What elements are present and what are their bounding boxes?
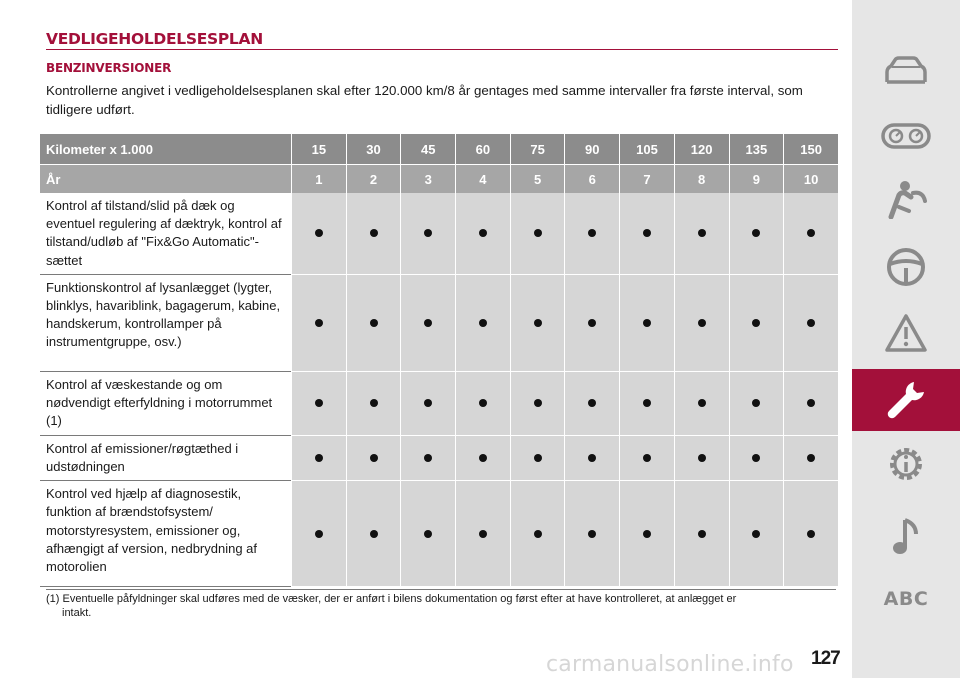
- schedule-cell: [510, 193, 565, 275]
- check-dot-icon: [315, 229, 323, 237]
- check-dot-icon: [534, 319, 542, 327]
- schedule-cell: [400, 436, 455, 481]
- footnote: [46, 589, 836, 620]
- check-dot-icon: [370, 229, 378, 237]
- check-dot-icon: [698, 399, 706, 407]
- check-dot-icon: [370, 319, 378, 327]
- schedule-cell: [619, 193, 674, 275]
- check-dot-icon: [807, 530, 815, 538]
- check-dot-icon: [807, 319, 815, 327]
- wrench-maintenance-icon: [884, 378, 928, 422]
- footnote-line: (1) Eventuelle påfyldninger skal udføres med de væsker, der er anført i bilens dokumentation og først efter at have kontrolleret, at anlægget er: [46, 593, 737, 605]
- km-header-cell: 120: [674, 134, 729, 165]
- steering-wheel-icon: [885, 246, 927, 288]
- check-dot-icon: [424, 530, 432, 538]
- year-header-row: [40, 165, 838, 193]
- schedule-cell: [674, 481, 729, 587]
- check-dot-icon: [752, 454, 760, 462]
- check-dot-icon: [534, 229, 542, 237]
- km-header-cell: 105: [619, 134, 674, 165]
- sidebar-item-safety[interactable]: [852, 168, 960, 230]
- schedule-cell: [455, 275, 510, 372]
- schedule-cell: [564, 372, 619, 436]
- schedule-cell: [346, 372, 401, 436]
- km-header-row: [40, 134, 838, 165]
- car-icon: [883, 56, 929, 86]
- table-row: [40, 193, 838, 275]
- schedule-cell: [783, 481, 838, 587]
- check-dot-icon: [752, 399, 760, 407]
- schedule-cell: [455, 193, 510, 275]
- check-dot-icon: [807, 399, 815, 407]
- row-label: Kontrol af væskestande og om nødvendigt efterfyldning i motorrummet (1): [40, 372, 291, 436]
- schedule-cell: [346, 436, 401, 481]
- table-row: [40, 275, 838, 372]
- schedule-cell: [291, 275, 346, 372]
- km-header-cell: 135: [729, 134, 784, 165]
- year-header-cell: 9: [729, 165, 784, 193]
- sidebar-item-index[interactable]: [852, 568, 960, 630]
- check-dot-icon: [534, 454, 542, 462]
- check-dot-icon: [315, 319, 323, 327]
- schedule-cell: [455, 372, 510, 436]
- row-label: Funktionskontrol af lysanlægget (lygter, blinklys, havariblink, bagagerum, kabine, handskerum, kontrollamper på instrumentgruppe, osv.): [40, 275, 291, 372]
- schedule-cell: [729, 372, 784, 436]
- year-header-cell: 10: [783, 165, 838, 193]
- technical-data-gear-icon: [884, 442, 928, 486]
- schedule-cell: [729, 481, 784, 587]
- year-header-label: År: [40, 165, 291, 193]
- check-dot-icon: [698, 530, 706, 538]
- year-header-cell: 1: [291, 165, 346, 193]
- year-header-cell: 8: [674, 165, 729, 193]
- table-row: [40, 481, 838, 587]
- check-dot-icon: [479, 399, 487, 407]
- schedule-body: [40, 193, 838, 587]
- schedule-cell: [564, 481, 619, 587]
- check-dot-icon: [643, 399, 651, 407]
- schedule-cell: [783, 372, 838, 436]
- check-dot-icon: [370, 454, 378, 462]
- check-dot-icon: [588, 530, 596, 538]
- check-dot-icon: [588, 399, 596, 407]
- schedule-cell: [783, 193, 838, 275]
- intro-paragraph: Kontrollerne angivet i vedligeholdelsesplanen skal efter 120.000 km/8 år gentages med samme intervaller fra første interval, som tidligere udført.: [46, 83, 803, 117]
- check-dot-icon: [588, 319, 596, 327]
- table-row: [40, 372, 838, 436]
- schedule-cell: [400, 193, 455, 275]
- year-header-cell: 4: [455, 165, 510, 193]
- check-dot-icon: [424, 319, 432, 327]
- schedule-cell: [346, 275, 401, 372]
- km-header-label: Kilometer x 1.000: [40, 134, 291, 165]
- schedule-cell: [346, 481, 401, 587]
- check-dot-icon: [588, 229, 596, 237]
- schedule-cell: [619, 275, 674, 372]
- schedule-cell: [619, 372, 674, 436]
- seatbelt-airbag-icon: [883, 179, 929, 219]
- schedule-cell: [510, 275, 565, 372]
- schedule-cell: [291, 481, 346, 587]
- schedule-cell: [674, 275, 729, 372]
- km-header-cell: 150: [783, 134, 838, 165]
- schedule-cell: [619, 481, 674, 587]
- schedule-cell: [729, 275, 784, 372]
- check-dot-icon: [370, 399, 378, 407]
- km-header-cell: 75: [510, 134, 565, 165]
- schedule-cell: [783, 275, 838, 372]
- check-dot-icon: [643, 319, 651, 327]
- km-header-cell: 90: [564, 134, 619, 165]
- check-dot-icon: [315, 530, 323, 538]
- check-dot-icon: [807, 229, 815, 237]
- sidebar-item-multimedia[interactable]: [852, 505, 960, 567]
- sidebar-item-technical-data[interactable]: [852, 433, 960, 495]
- schedule-cell: [674, 193, 729, 275]
- chapter-sidebar: [852, 0, 960, 678]
- check-dot-icon: [424, 454, 432, 462]
- row-label: Kontrol ved hjælp af diagnosestik, funktion af brændstofsystem/ motorstyresystem, emissioner og, afhængigt af version, nedbrydning af motorolien: [40, 481, 291, 587]
- check-dot-icon: [643, 530, 651, 538]
- check-dot-icon: [698, 319, 706, 327]
- check-dot-icon: [807, 454, 815, 462]
- schedule-cell: [291, 372, 346, 436]
- check-dot-icon: [370, 530, 378, 538]
- km-header-cell: 60: [455, 134, 510, 165]
- check-dot-icon: [479, 229, 487, 237]
- section-subtitle: BENZINVERSIONER: [46, 61, 172, 75]
- schedule-cell: [564, 436, 619, 481]
- sidebar-item-maintenance[interactable]: [852, 369, 960, 431]
- schedule-cell: [783, 436, 838, 481]
- check-dot-icon: [315, 454, 323, 462]
- schedule-cell: [400, 481, 455, 587]
- km-header-cell: 30: [346, 134, 401, 165]
- schedule-cell: [291, 193, 346, 275]
- check-dot-icon: [752, 229, 760, 237]
- schedule-cell: [510, 372, 565, 436]
- km-header-cell: 45: [400, 134, 455, 165]
- table-row: [40, 436, 838, 481]
- check-dot-icon: [752, 319, 760, 327]
- schedule-cell: [729, 436, 784, 481]
- schedule-cell: [674, 436, 729, 481]
- dashboard-gauges-icon: [881, 123, 931, 149]
- schedule-cell: [400, 372, 455, 436]
- schedule-cell: [455, 436, 510, 481]
- check-dot-icon: [479, 454, 487, 462]
- check-dot-icon: [643, 229, 651, 237]
- row-label: Kontrol af emissioner/røgtæthed i udstødningen: [40, 436, 291, 481]
- schedule-cell: [674, 372, 729, 436]
- schedule-cell: [400, 275, 455, 372]
- schedule-cell: [564, 275, 619, 372]
- abc-index-icon: ABC: [883, 588, 929, 610]
- check-dot-icon: [752, 530, 760, 538]
- check-dot-icon: [424, 229, 432, 237]
- check-dot-icon: [479, 319, 487, 327]
- year-header-cell: 6: [564, 165, 619, 193]
- year-header-cell: 5: [510, 165, 565, 193]
- schedule-cell: [619, 436, 674, 481]
- check-dot-icon: [588, 454, 596, 462]
- schedule-cell: [455, 481, 510, 587]
- footnote-line: intakt.: [62, 607, 92, 619]
- check-dot-icon: [424, 399, 432, 407]
- sidebar-item-warnings[interactable]: [852, 302, 960, 364]
- row-label: Kontrol af tilstand/slid på dæk og eventuel regulering af dæktryk, kontrol af tilstand/udløb af "Fix&Go Automatic"-sættet: [40, 193, 291, 275]
- km-header-cell: 15: [291, 134, 346, 165]
- check-dot-icon: [698, 454, 706, 462]
- check-dot-icon: [534, 399, 542, 407]
- sidebar-item-driving[interactable]: [852, 236, 960, 298]
- schedule-cell: [510, 436, 565, 481]
- maintenance-schedule-table: [40, 134, 838, 587]
- schedule-cell: [510, 481, 565, 587]
- music-note-icon: [890, 516, 922, 556]
- page-title: VEDLIGEHOLDELSESPLAN: [46, 30, 838, 50]
- sidebar-item-car[interactable]: [852, 40, 960, 102]
- schedule-cell: [729, 193, 784, 275]
- year-header-cell: 2: [346, 165, 401, 193]
- schedule-cell: [564, 193, 619, 275]
- year-header-cell: 7: [619, 165, 674, 193]
- check-dot-icon: [534, 530, 542, 538]
- schedule-cell: [346, 193, 401, 275]
- year-header-cell: 3: [400, 165, 455, 193]
- page-number: 127: [811, 648, 840, 669]
- check-dot-icon: [643, 454, 651, 462]
- schedule-cell: [291, 436, 346, 481]
- sidebar-item-dashboard[interactable]: [852, 105, 960, 167]
- check-dot-icon: [479, 530, 487, 538]
- check-dot-icon: [315, 399, 323, 407]
- check-dot-icon: [698, 229, 706, 237]
- watermark: carmanualsonline.info: [546, 652, 794, 677]
- warning-triangle-icon: [884, 313, 928, 353]
